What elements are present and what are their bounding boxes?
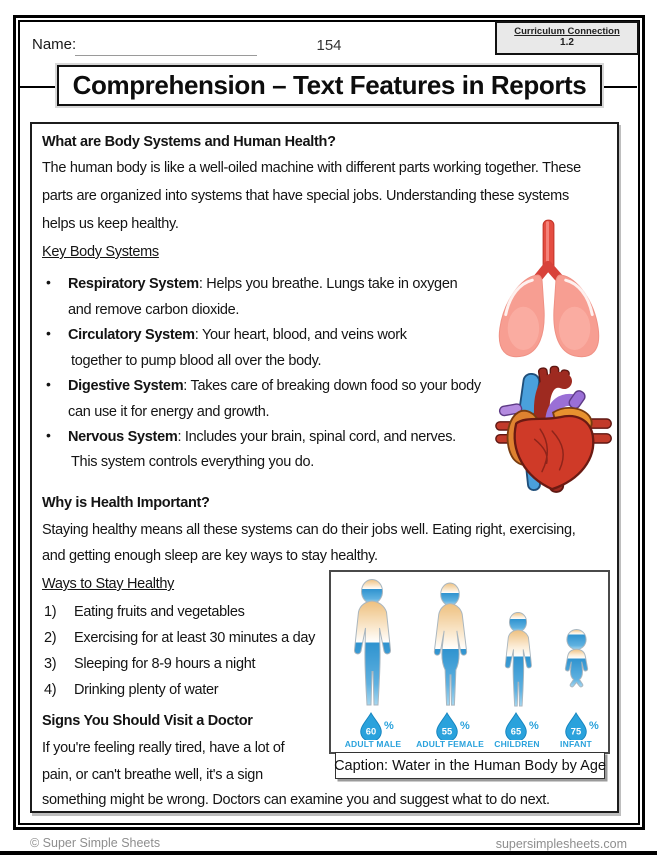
health-line-2: and getting enough sleep are key ways to stay healthy. bbox=[42, 548, 378, 564]
intro-line-3: helps us keep healthy. bbox=[42, 216, 179, 232]
bullet-marker: • bbox=[46, 376, 51, 392]
bullet-nervous-line-2: This system controls everything you do. bbox=[71, 454, 314, 470]
svg-text:75: 75 bbox=[570, 726, 582, 737]
bullet-circulatory-text: : Your heart, blood, and veins work bbox=[194, 327, 407, 343]
website-url: supersimplesheets.com bbox=[495, 837, 627, 851]
infant-figure bbox=[558, 628, 595, 688]
numbered-item-3-num: 3) bbox=[44, 656, 57, 672]
name-label: Name: bbox=[32, 36, 77, 53]
bottom-rule bbox=[0, 851, 657, 855]
numbered-item-1-text: Eating fruits and vegetables bbox=[74, 604, 245, 620]
page-title: Comprehension – Text Features in Reports bbox=[72, 70, 587, 100]
bullet-digestive-line-1 bbox=[68, 376, 481, 396]
bullet-respiratory-term: Respiratory System bbox=[68, 276, 199, 292]
bullet-marker: • bbox=[46, 427, 51, 443]
bullet-digestive-text: : Takes care of breaking down food so your body bbox=[183, 378, 481, 394]
svg-text:60: 60 bbox=[365, 726, 377, 737]
bullet-nervous-text: : Includes your brain, spinal cord, and nerves. bbox=[177, 429, 456, 445]
lungs-illustration bbox=[490, 218, 608, 361]
percent-sign: % bbox=[384, 720, 394, 732]
section-heading-visit-doctor: Signs You Should Visit a Doctor bbox=[42, 713, 253, 729]
curriculum-connection-title: Curriculum Connection bbox=[514, 26, 620, 37]
numbered-item-1-num: 1) bbox=[44, 604, 57, 620]
percent-sign: % bbox=[589, 720, 599, 732]
bullet-respiratory-text: : Helps you breathe. Lungs take in oxygen bbox=[198, 276, 458, 292]
page-outer-border bbox=[13, 15, 645, 830]
figure-label-children: CHILDREN bbox=[494, 739, 540, 749]
adult-male-figure bbox=[343, 579, 401, 709]
bullet-marker: • bbox=[46, 325, 51, 341]
bullet-digestive-line-2: can use it for energy and growth. bbox=[68, 404, 270, 420]
bullet-circulatory-line-2: together to pump blood all over the body. bbox=[71, 353, 322, 369]
title-connector-left bbox=[20, 86, 58, 88]
intro-line-1: The human body is like a well-oiled machine with different parts working together. These bbox=[42, 160, 581, 176]
numbered-item-3-text: Sleeping for 8-9 hours a night bbox=[74, 656, 256, 672]
doctor-line-3: something might be wrong. Doctors can examine you and suggest what to do next. bbox=[42, 792, 550, 808]
water-drop-icon bbox=[435, 712, 459, 740]
intro-line-2: parts are organized into systems that have special jobs. Understanding these systems bbox=[42, 188, 569, 204]
water-percent-infant bbox=[564, 712, 599, 740]
title-connector-right bbox=[601, 86, 637, 88]
water-percent-adult-male bbox=[359, 712, 394, 740]
percent-sign: % bbox=[460, 720, 470, 732]
svg-text:65: 65 bbox=[510, 726, 522, 737]
page-number: 154 bbox=[316, 37, 342, 54]
figure-label-adult-male: ADULT MALE bbox=[344, 739, 402, 749]
name-input[interactable] bbox=[75, 55, 257, 56]
figure-caption-box bbox=[335, 752, 605, 779]
bullet-respiratory-line-2: and remove carbon dioxide. bbox=[68, 302, 240, 318]
bullet-marker: • bbox=[46, 274, 51, 290]
curriculum-connection-code: 1.2 bbox=[560, 37, 574, 48]
page-inner-border bbox=[18, 20, 640, 825]
child-figure bbox=[498, 612, 538, 709]
bullet-nervous-term: Nervous System bbox=[68, 429, 178, 445]
body-water-figure bbox=[329, 570, 610, 754]
section-heading-body-systems: What are Body Systems and Human Health? bbox=[42, 134, 336, 150]
copyright-text: © Super Simple Sheets bbox=[30, 836, 161, 850]
bullet-digestive-term: Digestive System bbox=[68, 378, 184, 394]
figure-caption: Caption: Water in the Human Body by Age bbox=[334, 757, 606, 774]
percent-sign: % bbox=[529, 720, 539, 732]
section-heading-why-health: Why is Health Important? bbox=[42, 495, 210, 511]
figure-label-adult-female: ADULT FEMALE bbox=[416, 739, 484, 749]
figure-label-infant: INFANT bbox=[560, 739, 592, 749]
subheading-key-body-systems: Key Body Systems bbox=[42, 244, 159, 260]
svg-text:55: 55 bbox=[441, 726, 453, 737]
numbered-item-4-num: 4) bbox=[44, 682, 57, 698]
doctor-line-1: If you're feeling really tired, have a lot of bbox=[42, 740, 285, 756]
water-drop-icon bbox=[359, 712, 383, 740]
bullet-nervous-line-1 bbox=[68, 427, 456, 447]
water-drop-icon bbox=[564, 712, 588, 740]
water-percent-children bbox=[504, 712, 539, 740]
reading-passage-box bbox=[30, 122, 619, 813]
adult-female-figure bbox=[423, 582, 477, 709]
health-line-1: Staying healthy means all these systems can do their jobs well. Eating right, exercising, bbox=[42, 522, 576, 538]
subheading-ways-to-stay-healthy: Ways to Stay Healthy bbox=[42, 576, 175, 592]
doctor-line-2: pain, or can't breathe well, it's a sign bbox=[42, 767, 263, 783]
numbered-item-2-num: 2) bbox=[44, 630, 57, 646]
bullet-respiratory-line-1 bbox=[68, 274, 457, 294]
numbered-item-4-text: Drinking plenty of water bbox=[74, 682, 219, 698]
bullet-circulatory-line-1 bbox=[68, 325, 407, 345]
numbered-item-2-text: Exercising for at least 30 minutes a day bbox=[74, 630, 316, 646]
worksheet-title-box bbox=[57, 65, 602, 106]
bullet-circulatory-term: Circulatory System bbox=[68, 327, 195, 343]
curriculum-connection-badge bbox=[495, 21, 639, 55]
water-percent-adult-female bbox=[435, 712, 470, 740]
heart-illustration bbox=[494, 362, 614, 500]
water-drop-icon bbox=[504, 712, 528, 740]
